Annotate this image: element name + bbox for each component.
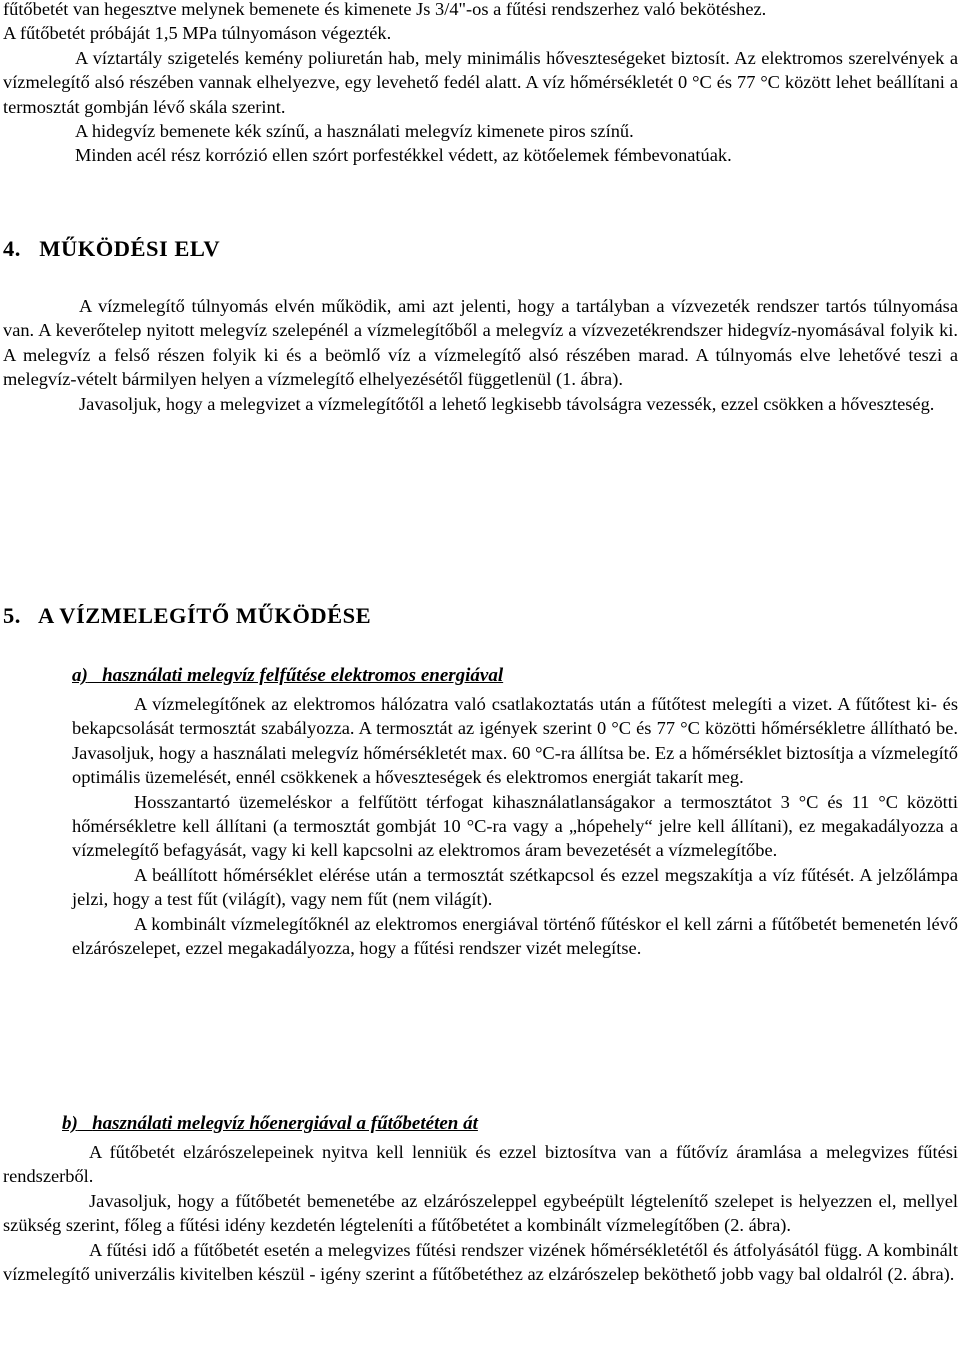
section-5-heading: 5. A VÍZMELEGÍTŐ MŰKÖDÉSE xyxy=(3,603,372,628)
subsection-a-paragraph: A vízmelegítőnek az elektromos hálózatra való csatlakoztatás után a fűtőtest melegíti a vizet. A fűtőtest ki- és bekapcsolását termosztát szabályozza. A termosztát az igények szerint 0 °C és 77 °C közötti hőmérsékletre állítható be. Javasoljuk, hogy a használati melegvíz hőmérsékletét max. 60 °C-ra állítsa be. Ez a hőmérséklet biztosítja a vízmelegítő optimális üzemelését, ennél csökkenek a hőveszteségek és elektromos energiát takarít meg. xyxy=(72,694,958,788)
subsection-b-paragraph: A fűtési idő a fűtőbetét esetén a melegvizes fűtési rendszer vizének hőmérsékletétől és átfolyásától függ. A kombinált vízmelegítő univerzális kivitelben készül - igény szerint a fűtőbetéthez az elzárószelep beköthető jobb vagy bal oldalról (2. ábra). xyxy=(3,1239,958,1285)
section-4-paragraph: A vízmelegítő túlnyomás elvén működik, ami azt jelenti, hogy a tartályban a vízvezeték rendszer tartós túlnyomása van. A keverőtelep nyitott melegvíz szelepénél a vízmelegítőből a melegvíz a vízvezetékrendszer hidegvíz-nyomásával folyik ki. A melegvíz a felső részen folyik ki és a beömlő víz a vízmelegítő alsó részében marad. A túlnyomás elve lehetővé teszi a melegvíz-vételt bármilyen helyen a vízmelegítő elhelyezésétől függetlenül (1. ábra). xyxy=(3,296,958,390)
intro-paragraph: A hidegvíz bemenete kék színű, a használati melegvíz kimenete piros színű. xyxy=(75,121,634,142)
subsection-a-title: használati melegvíz felfűtése elektromos energiával xyxy=(102,665,504,686)
subsection-a-heading xyxy=(72,664,503,688)
subsection-b-paragraph: A fűtőbetét elzárószelepeinek nyitva kell lenniük és ezzel biztosítva van a fűtővíz áramlása a melegvizes fűtési rendszerből. xyxy=(3,1142,958,1187)
subsection-b-title: használati melegvíz hőenergiával a fűtőbetéten át xyxy=(92,1113,478,1134)
subsection-b-heading xyxy=(62,1112,478,1136)
intro-block xyxy=(3,0,958,168)
subsection-a-paragraph: A kombinált vízmelegítőknél az elektromos energiával történő fűtéskor el kell zárni a fűtőbetét bemenetén lévő elzárószelepet, ezzel megakadályozza, hogy a fűtési rendszer vizét melegítse. xyxy=(72,913,958,959)
subsection-a-label: a) xyxy=(72,665,88,686)
subsection-b-paragraph: Javasoljuk, hogy a fűtőbetét bemenetébe az elzárószeleppel egybeépült légtelenítő szelepet is helyezzen el, mellyel szükség szerint, főleg a fűtési idény kezdetén légteleníti a fűtőbetétet a kombinált vízmelegítőben (2. ábra). xyxy=(3,1190,958,1236)
subsection-b-label: b) xyxy=(62,1113,78,1134)
intro-paragraph: Minden acél rész korrózió ellen szórt porfestékkel védett, az kötőelemek fémbevonatúak. xyxy=(75,145,732,166)
intro-paragraph: A fűtőbetét próbáját 1,5 MPa túlnyomáson végezték. xyxy=(3,23,392,44)
subsection-a-paragraph: Hosszantartó üzemeléskor a felfűtött térfogat kihasználatlanságakor a termosztátot 3 °C és 11 °C közötti hőmérsékletre kell állítani (a termosztát gombját 10 °C-ra vagy a „hópehely“ jelre kell állítani), ez megakadályozza a vízmelegítő befagyását, vagy ki kell kapcsolni az elektromos áram bevezetését a vízmelegítőbe. xyxy=(72,791,958,861)
section-4-heading: 4. MŰKÖDÉSI ELV xyxy=(3,236,221,261)
subsection-a-body xyxy=(72,692,958,960)
section-4-body xyxy=(3,294,958,416)
subsection-a-paragraph: A beállított hőmérséklet elérése után a termosztát szétkapcsol és ezzel megszakítja a víz fűtését. A jelzőlámpa jelzi, hogy a test fűt (világít), vagy nem fűt (nem világít). xyxy=(72,864,958,910)
section-4-paragraph: Javasoljuk, hogy a melegvizet a vízmelegítőtől a lehető legkisebb távolságra vezessék, ezzel csökken a hőveszteség. xyxy=(79,393,935,414)
intro-paragraph: fűtőbetét van hegesztve melynek bemenete és kimenete Js 3/4"-os a fűtési rendszerhez való bekötéshez. xyxy=(3,0,767,19)
subsection-b-body xyxy=(3,1140,958,1286)
intro-paragraph: A víztartály szigetelés kemény poliuretán hab, mely minimális hőveszteségeket biztosít. Az elektromos szerelvények a vízmelegítő alsó részében vannak elhelyezve, egy levehető fedél alatt. A víz hőmérsékletét 0 °C és 77 °C között lehet beállítani a termosztát gombján lévő skála szerint. xyxy=(3,47,958,117)
